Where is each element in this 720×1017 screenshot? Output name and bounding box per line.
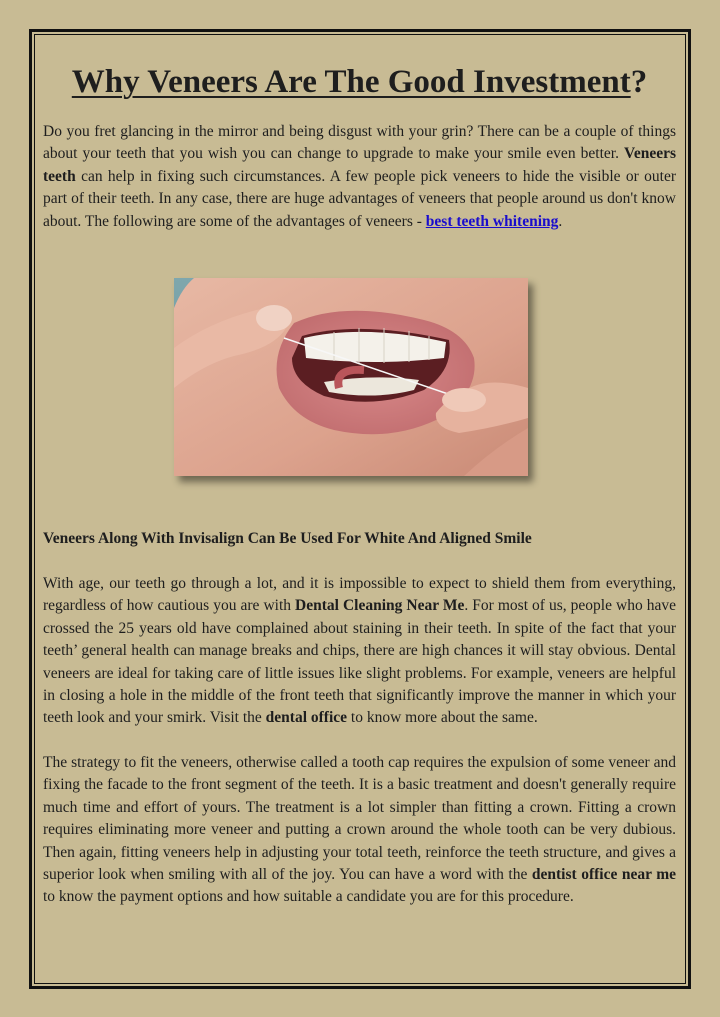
dental-office-bold: dental office [265,709,348,727]
intro-paragraph [43,121,676,233]
para2-text-3: to know more about the same. [347,709,538,727]
intro-text-1: Do you fret glancing in the mirror and being disgust with your grin? There can be a couple of things about your teeth that you wish you can change to upgrade to make your smile even better. [43,123,676,163]
para3-text-1: The strategy to fit the veneers, otherwise called a tooth cap requires the expulsion of some veneer and fixing the facade to the front segment of the teeth. It is a basic treatment and doesn't generally require much time and effort of yours. The treatment is a lot simpler than fitting a crown. Fitting a crown requires eliminating more veneer and putting a crown around the whole tooth can be very dubious. Then again, fitting veneers help in adjusting your total teeth, reinforce the teeth structure, and gives a superior look when smiling with all of the joy. You can have a word with the [43,753,676,883]
page-title-suffix: ? [630,64,648,100]
intro-text-3: . [558,212,563,230]
paragraph-3 [43,752,676,909]
smile-illustration [174,278,528,476]
page-title [43,60,676,104]
section-heading: Veneers Along With Invisalign Can Be Used For White And Aligned Smile [43,530,532,548]
best-teeth-whitening-link[interactable]: best teeth whitening [425,212,559,230]
dentist-office-bold: dentist office near me [531,865,677,883]
document-body [43,60,676,909]
dental-cleaning-bold: Dental Cleaning Near Me [295,597,465,615]
paragraph-2 [43,573,676,730]
para3-text-2: to know the payment options and how suitable a candidate you are for this procedure. [43,888,574,906]
intro-bold-veneers-teeth: Veneers teeth [43,145,676,185]
para2-text-2: . For most of us, people who have crossed the 25 years old have complained about staining in their teeth. In spite of the fact that your teeth’ general health can manage breaks and chips, there are high chances it will stay obvious. Dental veneers are ideal for taking care of little issues like slight problems. For example, veneers are helpful in closing a hole in the middle of the front teeth that significantly improve the manner in which your teeth look and your smirk. Visit the [43,597,676,727]
para2-text-1: With age, our teeth go through a lot, and it is impossible to expect to shield them from everything, regardless of how cautious you are with [43,575,676,615]
teeth-flossing-photo [174,278,528,476]
page-title-text: Why Veneers Are The Good Investment [71,64,631,100]
intro-text-2: can help in fixing such circumstances. A few people pick veneers to hide the visible or outer part of their teeth. In any case, there are huge advantages of veneers that people around us don't know about. The following are some of the advantages of veneers - [43,167,676,230]
